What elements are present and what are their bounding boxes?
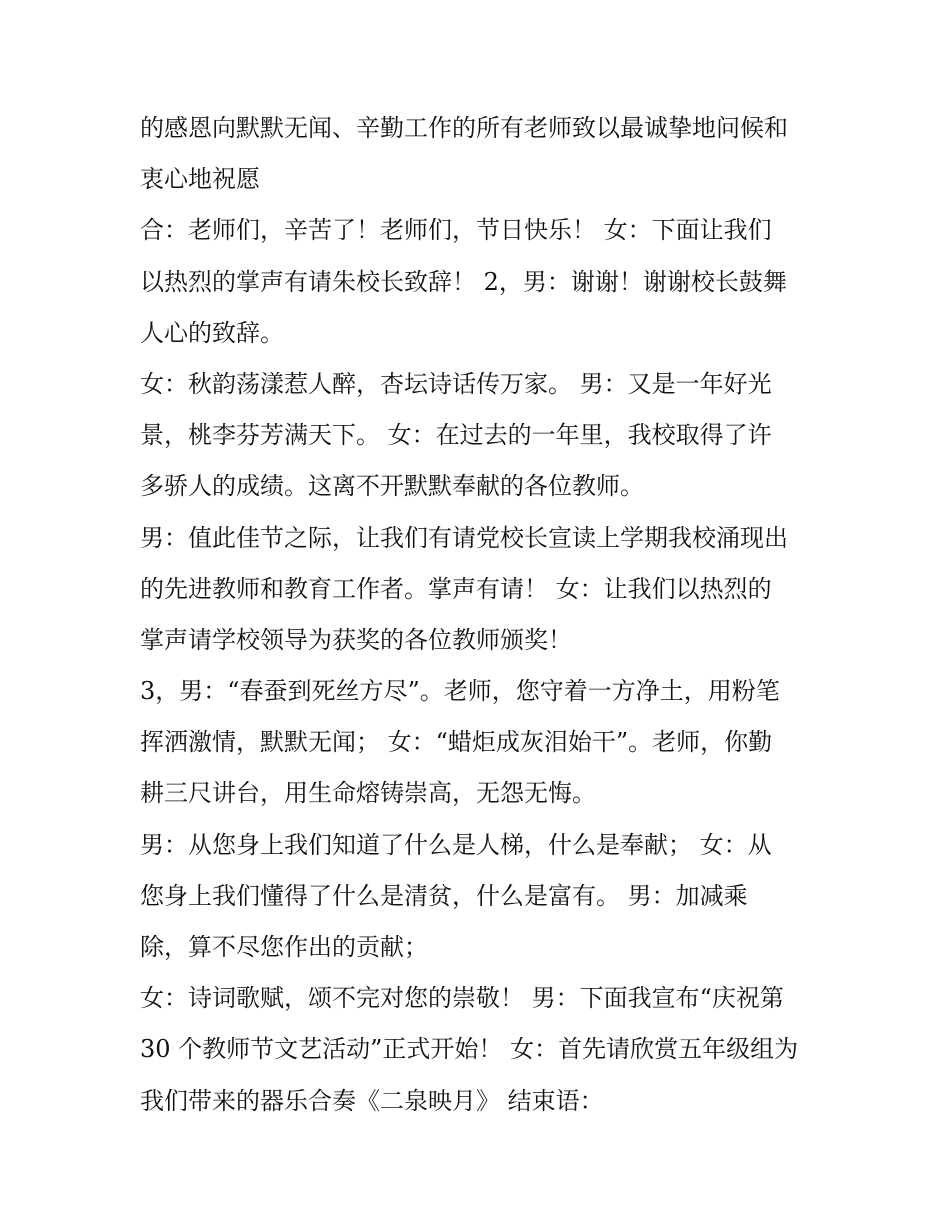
text-line: 景，桃李芬芳满天下。 女：在过去的一年里，我校取得了许 xyxy=(140,421,772,450)
text-line: 3，男：“春蚕到死丝方尽”。老师，您守着一方净土，用粉笔 xyxy=(140,677,780,706)
text-line: 我们带来的器乐合奏《二泉映月》 结束语： xyxy=(140,1086,604,1115)
document-body xyxy=(140,103,812,1127)
text-line: 男：从您身上我们知道了什么是人梯，什么是奉献； 女：从 xyxy=(140,830,772,859)
text-line: 30 个教师节文艺活动”正式开始！ 女：首先请欣赏五年级组为 xyxy=(140,1035,799,1064)
text-line: 挥洒激情，默默无闻； 女：“蜡炬成灰泪始干”。老师，你勤 xyxy=(140,728,773,757)
text-line: 多骄人的成绩。这离不开默默奉献的各位教师。 xyxy=(140,472,644,501)
text-line: 的感恩向默默无闻、辛勤工作的所有老师致以最诚挚地问候和 xyxy=(140,114,788,142)
text-line: 人心的致辞。 xyxy=(140,318,284,347)
text-line: 女：秋韵荡漾惹人醉，杏坛诗话传万家。 男：又是一年好光 xyxy=(140,369,772,398)
text-line: 您身上我们懂得了什么是清贫，什么是富有。 男：加减乘 xyxy=(140,881,748,910)
text-line: 的先进教师和教育工作者。掌声有请！ 女：让我们以热烈的 xyxy=(140,574,772,603)
text-line: 女：诗词歌赋，颂不完对您的崇敬！ 男：下面我宣布“庆祝第 xyxy=(140,984,784,1013)
text-line: 除，算不尽您作出的贡献； xyxy=(140,933,428,961)
text-line: 男：值此佳节之际，让我们有请党校长宣读上学期我校涌现出 xyxy=(140,523,788,552)
text-line: 耕三尺讲台，用生命熔铸崇高，无怨无悔。 xyxy=(140,779,596,808)
text-line: 合：老师们，辛苦了！老师们，节日快乐！ 女：下面让我们 xyxy=(140,216,772,245)
text-line: 以热烈的掌声有请朱校长致辞！ 2，男：谢谢！谢谢校长鼓舞 xyxy=(140,267,787,296)
text-line: 掌声请学校领导为获奖的各位教师颁奖！ xyxy=(140,625,572,654)
text-line: 衷心地祝愿 xyxy=(140,165,260,194)
